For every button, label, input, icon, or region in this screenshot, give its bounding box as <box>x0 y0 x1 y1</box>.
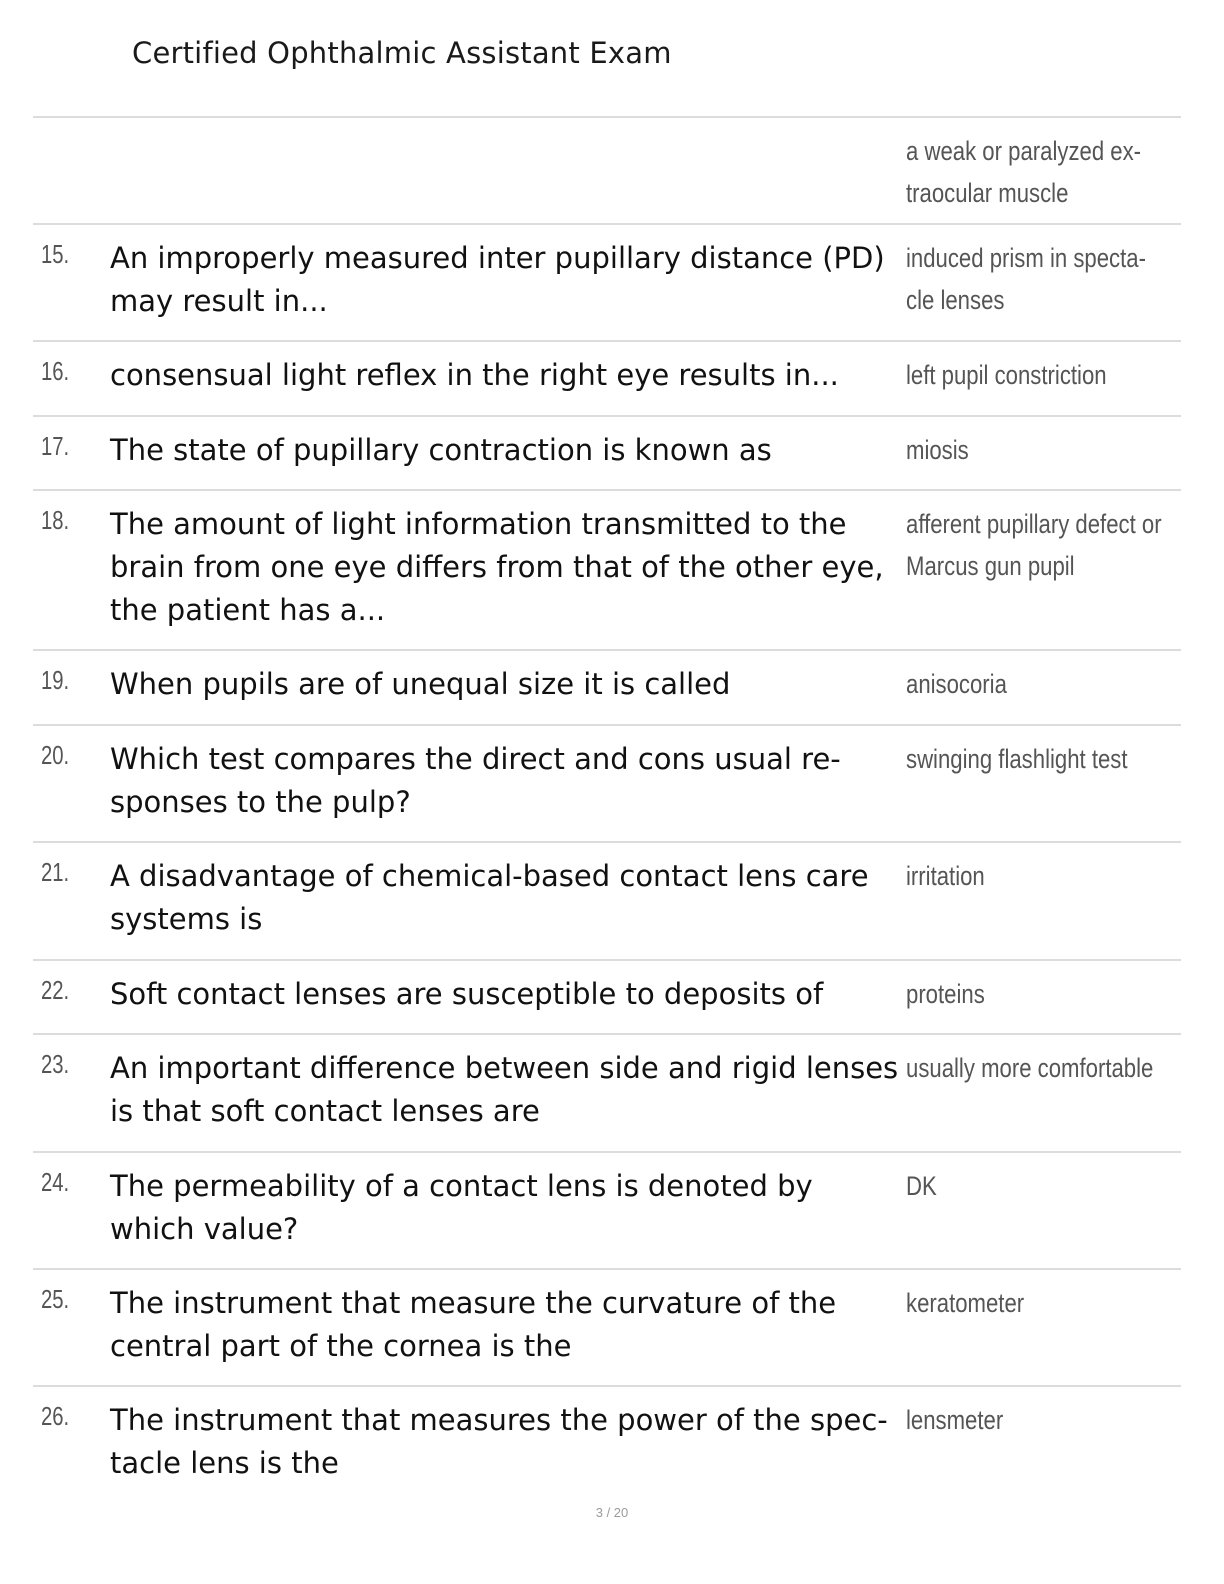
card-number: 22. <box>41 975 70 1005</box>
card-number: 15. <box>41 239 70 269</box>
card-answer: miosis <box>906 435 969 465</box>
card-number: 18. <box>41 505 70 535</box>
card-number: 21. <box>41 857 70 887</box>
card-question: An improperly measured inter pupillary distance (PD) may result in... <box>110 241 885 318</box>
flashcard-row <box>33 417 1181 491</box>
card-answer: anisocoria <box>906 669 1007 699</box>
card-answer: induced prism in specta- cle lenses <box>906 243 1146 315</box>
card-answer: swinging flashlight test <box>906 744 1128 774</box>
card-number: 20. <box>41 740 70 770</box>
card-question: The instrument that measure the curvature of the central part of the cornea is the <box>110 1286 837 1363</box>
flashcard-row <box>33 1035 1181 1153</box>
card-question: When pupils are of unequal size it is called <box>110 667 731 701</box>
card-answer: afferent pupillary defect or Marcus gun pupil <box>906 509 1162 581</box>
flashcard-row <box>33 342 1181 417</box>
flashcard-row <box>33 843 1181 961</box>
card-question: An important difference between side and rigid lenses is that soft contact lenses are <box>110 1051 899 1128</box>
card-answer: left pupil constriction <box>906 360 1107 390</box>
card-answer: lensmeter <box>906 1405 1004 1435</box>
card-question: consensual light reflex in the right eye results in... <box>110 358 839 392</box>
card-number: 17. <box>41 431 70 461</box>
card-answer: keratometer <box>906 1288 1025 1318</box>
card-question: The state of pupillary contraction is known as <box>110 433 772 467</box>
flashcard-row <box>33 1270 1181 1387</box>
flashcard-row <box>33 118 1181 225</box>
flashcard-row <box>33 1387 1181 1492</box>
card-number: 23. <box>41 1049 70 1079</box>
card-question: Which test compares the direct and cons usual re- sponses to the pulp? <box>110 742 841 819</box>
card-question: A disadvantage of chemical-based contact lens care systems is <box>110 859 869 936</box>
card-answer: usually more comfortable <box>906 1053 1154 1083</box>
card-number: 25. <box>41 1284 70 1314</box>
flashcard-row <box>33 491 1181 651</box>
card-answer: proteins <box>906 979 985 1009</box>
card-question: The amount of light information transmitted to the brain from one eye differs from that of the other eye, the patient has a... <box>110 507 884 627</box>
flashcard-row <box>33 225 1181 342</box>
card-question: The permeability of a contact lens is denoted by which value? <box>110 1169 813 1246</box>
flashcard-row <box>33 651 1181 726</box>
card-number: 16. <box>41 356 70 386</box>
card-answer: irritation <box>906 861 985 891</box>
flashcard-list <box>33 116 1181 1492</box>
card-question: The instrument that measures the power of the spec- tacle lens is the <box>110 1403 888 1480</box>
flashcard-row <box>33 961 1181 1035</box>
card-number: 19. <box>41 665 70 695</box>
flashcard-row <box>33 1153 1181 1270</box>
card-answer: DK <box>906 1171 937 1201</box>
card-answer: a weak or paralyzed ex- traocular muscle <box>906 136 1142 208</box>
page-indicator: 3 / 20 <box>595 1505 629 1520</box>
card-question: Soft contact lenses are susceptible to deposits of <box>110 977 824 1011</box>
card-number: 24. <box>41 1167 70 1197</box>
flashcard-row <box>33 726 1181 843</box>
card-number: 26. <box>41 1401 70 1431</box>
document-title: Certified Ophthalmic Assistant Exam <box>132 36 672 70</box>
